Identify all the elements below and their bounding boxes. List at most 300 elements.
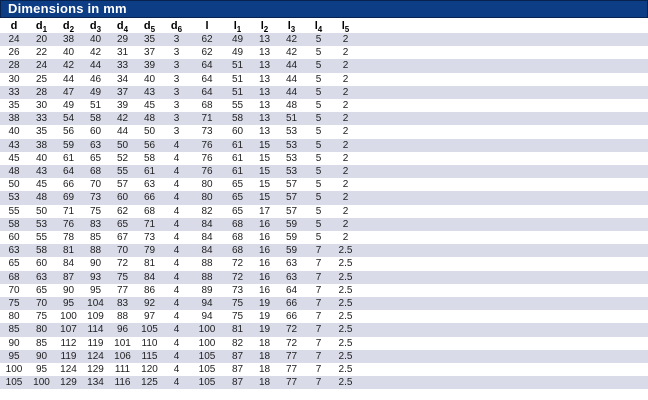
table-cell: 49: [231, 47, 244, 59]
table-cell: 84: [201, 245, 213, 257]
table-cell: 2: [342, 232, 349, 244]
table-row: [0, 323, 648, 336]
table-cell: 100: [198, 324, 216, 336]
table-cell: 29: [116, 34, 129, 45]
table-cell: 13: [258, 113, 271, 125]
table-cell: 48: [35, 192, 48, 204]
table-cell: 109: [87, 311, 104, 323]
row-filler: [359, 231, 648, 244]
table-cell: 68: [201, 100, 213, 112]
table-cell: 2: [342, 139, 349, 151]
table-cell: 5: [315, 139, 322, 151]
table-cell: 59: [62, 139, 75, 151]
table-cell: 110: [141, 337, 158, 349]
table-cell: 76: [201, 166, 213, 178]
table-cell: 28: [35, 86, 48, 98]
table-cell: 37: [116, 86, 129, 98]
table-cell: 65: [8, 258, 20, 270]
table-cell: 40: [89, 34, 102, 45]
table-cell: 2.5: [338, 311, 353, 323]
table-cell: 44: [116, 126, 129, 138]
table-cell: 2.5: [338, 350, 353, 362]
table-cell: 90: [89, 258, 102, 270]
table-cell: 16: [258, 245, 271, 257]
table-cell: 81: [143, 258, 156, 270]
table-cell: 95: [89, 284, 102, 296]
table-cell: 30: [8, 73, 20, 85]
table-cell: 65: [231, 205, 244, 217]
table-cell: 18: [258, 364, 271, 376]
table-cell: 73: [89, 192, 102, 204]
table-cell: 53: [8, 192, 20, 204]
dimensions-table: [0, 18, 648, 389]
row-filler: [359, 86, 648, 99]
table-cell: 2.5: [338, 377, 353, 389]
table-cell: 100: [198, 337, 216, 349]
table-cell: 49: [89, 86, 102, 98]
table-row: [0, 125, 648, 138]
column-header-d4: $d_4$: [109, 18, 136, 33]
table-cell: 44: [285, 86, 298, 98]
table-cell: 83: [89, 218, 102, 230]
table-cell: 50: [116, 139, 129, 151]
table-cell: 111: [114, 364, 131, 376]
table-cell: 25: [35, 73, 48, 85]
table-body: [0, 33, 648, 389]
column-header-d6: $d_6$: [163, 18, 190, 33]
table-cell: 68: [8, 271, 20, 283]
table-cell: 101: [114, 337, 131, 349]
table-cell: 2: [342, 60, 349, 72]
table-cell: 96: [116, 324, 129, 336]
row-filler: [359, 191, 648, 204]
table-cell: 2: [342, 192, 349, 204]
table-cell: 13: [258, 73, 271, 85]
table-cell: 68: [89, 166, 102, 178]
table-cell: 4: [173, 152, 180, 164]
row-filler: [359, 271, 648, 284]
table-cell: 75: [89, 205, 102, 217]
table-cell: 7: [315, 377, 322, 389]
table-cell: 70: [116, 245, 129, 257]
table-cell: 16: [258, 232, 271, 244]
table-cell: 5: [315, 113, 322, 125]
table-cell: 56: [143, 139, 156, 151]
table-cell: 73: [143, 232, 156, 244]
table-cell: 15: [258, 139, 271, 151]
table-row: [0, 152, 648, 165]
table-cell: 95: [62, 298, 75, 310]
table-cell: 53: [285, 126, 298, 138]
row-filler: [359, 257, 648, 270]
table-cell: 5: [315, 192, 322, 204]
table-cell: 104: [87, 298, 104, 310]
table-row: [0, 337, 648, 350]
table-cell: 51: [231, 60, 244, 72]
row-filler: [359, 376, 648, 389]
table-cell: 43: [8, 139, 20, 151]
table-row: [0, 363, 648, 376]
table-row: [0, 99, 648, 112]
table-cell: 45: [35, 179, 48, 191]
table-cell: 75: [35, 311, 48, 323]
table-cell: 95: [35, 364, 48, 376]
table-cell: 60: [89, 126, 102, 138]
table-cell: 119: [60, 350, 77, 362]
column-header-d1: $d_1$: [28, 18, 55, 33]
table-cell: 47: [62, 86, 75, 98]
header-filler: [359, 18, 648, 33]
table-cell: 15: [258, 179, 271, 191]
table-cell: 61: [143, 166, 156, 178]
table-row: [0, 73, 648, 86]
table-cell: 80: [201, 179, 213, 191]
table-cell: 105: [198, 364, 216, 376]
table-cell: 26: [8, 47, 20, 59]
table-cell: 66: [143, 192, 156, 204]
row-filler: [359, 205, 648, 218]
table-cell: 64: [201, 73, 213, 85]
table-cell: 7: [315, 324, 322, 336]
table-cell: 42: [62, 60, 75, 72]
table-cell: 95: [8, 350, 20, 362]
table-cell: 85: [35, 337, 48, 349]
table-cell: 13: [258, 34, 271, 45]
table-cell: 39: [143, 60, 156, 72]
table-row: [0, 139, 648, 152]
table-cell: 84: [62, 258, 75, 270]
table-cell: 51: [231, 73, 244, 85]
table-cell: 45: [8, 152, 20, 164]
table-cell: 3: [173, 126, 180, 138]
table-cell: 68: [231, 245, 244, 257]
table-row: [0, 350, 648, 363]
table-cell: 37: [143, 47, 156, 59]
table-cell: 77: [285, 377, 298, 389]
table-cell: 19: [258, 324, 271, 336]
table-cell: 34: [116, 73, 129, 85]
table-cell: 2: [342, 86, 349, 98]
table-row: [0, 376, 648, 389]
row-filler: [359, 244, 648, 257]
table-cell: 38: [8, 113, 20, 125]
table-cell: 38: [35, 139, 48, 151]
table-cell: 42: [285, 34, 298, 45]
table-cell: 2: [342, 126, 349, 138]
table-cell: 125: [141, 377, 158, 389]
table-cell: 13: [258, 86, 271, 98]
table-cell: 70: [89, 179, 102, 191]
table-cell: 64: [285, 284, 298, 296]
row-filler: [359, 33, 648, 46]
table-row: [0, 178, 648, 191]
table-cell: 13: [258, 60, 271, 72]
table-cell: 63: [8, 245, 20, 257]
table-cell: 2: [342, 205, 349, 217]
table-cell: 77: [116, 284, 129, 296]
table-cell: 17: [258, 205, 271, 217]
table-cell: 44: [89, 60, 102, 72]
table-cell: 61: [62, 152, 75, 164]
table-cell: 58: [89, 113, 102, 125]
table-cell: 58: [8, 218, 20, 230]
table-cell: 58: [143, 152, 156, 164]
table-cell: 65: [231, 192, 244, 204]
row-filler: [359, 178, 648, 191]
table-cell: 72: [231, 258, 244, 270]
table-cell: 53: [285, 139, 298, 151]
table-cell: 48: [8, 166, 20, 178]
table-cell: 70: [8, 284, 20, 296]
table-cell: 40: [35, 152, 48, 164]
table-cell: 60: [116, 192, 129, 204]
table-cell: 82: [231, 337, 244, 349]
table-cell: 5: [315, 126, 322, 138]
table-cell: 73: [201, 126, 213, 138]
column-header-l2: $l_2$: [251, 18, 278, 33]
table-cell: 15: [258, 192, 271, 204]
table-cell: 72: [285, 337, 298, 349]
table-row: [0, 165, 648, 178]
column-header-d5: $d_5$: [136, 18, 163, 33]
table-cell: 55: [116, 166, 129, 178]
table-cell: 2.5: [338, 271, 353, 283]
table-cell: 75: [231, 311, 244, 323]
table-cell: 48: [143, 113, 156, 125]
table-cell: 105: [141, 324, 158, 336]
table-cell: 73: [231, 284, 244, 296]
table-cell: 7: [315, 245, 322, 257]
table-title: Dimensions in mm: [0, 0, 648, 18]
table-cell: 44: [285, 60, 298, 72]
column-header-d: d: [0, 18, 28, 33]
table-cell: 63: [143, 179, 156, 191]
table-cell: 59: [285, 232, 298, 244]
table-cell: 92: [143, 298, 156, 310]
table-cell: 35: [35, 126, 48, 138]
table-row: [0, 271, 648, 284]
table-cell: 81: [62, 245, 75, 257]
table-cell: 44: [62, 73, 75, 85]
table-cell: 57: [116, 179, 129, 191]
table-cell: 85: [8, 324, 20, 336]
table-cell: 2: [342, 152, 349, 164]
row-filler: [359, 59, 648, 72]
table-cell: 2: [342, 113, 349, 125]
table-cell: 7: [315, 271, 322, 283]
row-filler: [359, 112, 648, 125]
table-cell: 4: [173, 139, 180, 151]
header-row: [0, 18, 648, 33]
table-cell: 2.5: [338, 324, 353, 336]
row-filler: [359, 310, 648, 323]
table-cell: 77: [285, 350, 298, 362]
table-row: [0, 310, 648, 323]
table-cell: 15: [258, 152, 271, 164]
table-cell: 2: [342, 34, 349, 45]
table-cell: 64: [201, 60, 213, 72]
table-cell: 129: [60, 377, 77, 389]
table-cell: 43: [143, 86, 156, 98]
row-filler: [359, 218, 648, 231]
table-cell: 2: [342, 166, 349, 178]
table-cell: 49: [62, 100, 75, 112]
table-cell: 59: [285, 245, 298, 257]
table-cell: 4: [173, 364, 180, 376]
table-cell: 65: [231, 179, 244, 191]
table-cell: 71: [143, 218, 156, 230]
table-cell: 4: [173, 232, 180, 244]
table-cell: 50: [35, 205, 48, 217]
table-cell: 105: [198, 350, 216, 362]
table-cell: 43: [35, 166, 48, 178]
table-cell: 55: [8, 205, 20, 217]
table-cell: 88: [116, 311, 129, 323]
table-cell: 71: [62, 205, 75, 217]
row-filler: [359, 99, 648, 112]
table-cell: 60: [35, 258, 48, 270]
table-cell: 22: [35, 47, 48, 59]
table-cell: 4: [173, 337, 180, 349]
table-cell: 3: [173, 34, 180, 45]
row-filler: [359, 323, 648, 336]
table-cell: 93: [89, 271, 102, 283]
table-cell: 2: [342, 218, 349, 230]
table-cell: 75: [116, 271, 129, 283]
table-cell: 52: [116, 152, 129, 164]
row-filler: [359, 46, 648, 59]
table-cell: 114: [87, 324, 104, 336]
table-cell: 65: [116, 218, 129, 230]
table-cell: 100: [5, 364, 23, 376]
table-cell: 4: [173, 298, 180, 310]
table-cell: 87: [62, 271, 75, 283]
table-cell: 94: [201, 311, 213, 323]
table-cell: 65: [35, 284, 48, 296]
table-cell: 58: [231, 113, 244, 125]
table-cell: 4: [173, 271, 180, 283]
table-row: [0, 297, 648, 310]
table-cell: 5: [315, 152, 322, 164]
table-cell: 7: [315, 311, 322, 323]
table-cell: 54: [62, 113, 75, 125]
table-cell: 71: [201, 113, 213, 125]
table-cell: 51: [89, 100, 102, 112]
table-cell: 18: [258, 337, 271, 349]
table-cell: 4: [173, 166, 180, 178]
table-cell: 55: [231, 100, 244, 112]
table-cell: 5: [315, 232, 322, 244]
table-cell: 16: [258, 218, 271, 230]
table-cell: 90: [8, 337, 20, 349]
table-cell: 3: [173, 113, 180, 125]
table-cell: 63: [285, 258, 298, 270]
row-filler: [359, 363, 648, 376]
table-cell: 3: [173, 86, 180, 98]
table-cell: 68: [231, 232, 244, 244]
table-cell: 5: [315, 179, 322, 191]
table-cell: 7: [315, 364, 322, 376]
table-cell: 64: [201, 86, 213, 98]
column-header-l3: $l_3$: [278, 18, 305, 33]
table-cell: 7: [315, 284, 322, 296]
table-cell: 50: [8, 179, 20, 191]
table-header: [0, 18, 648, 33]
table-row: [0, 244, 648, 257]
table-cell: 2.5: [338, 298, 353, 310]
table-cell: 62: [201, 47, 213, 59]
table-cell: 61: [231, 139, 244, 151]
table-row: [0, 59, 648, 72]
table-row: [0, 218, 648, 231]
table-cell: 83: [116, 298, 129, 310]
table-cell: 13: [258, 100, 271, 112]
table-cell: 28: [8, 60, 20, 72]
table-cell: 88: [201, 258, 213, 270]
table-cell: 4: [173, 350, 180, 362]
table-cell: 81: [231, 324, 244, 336]
row-filler: [359, 152, 648, 165]
table-cell: 107: [60, 324, 77, 336]
table-cell: 66: [62, 179, 75, 191]
table-row: [0, 86, 648, 99]
table-cell: 3: [173, 100, 180, 112]
table-cell: 61: [231, 166, 244, 178]
table-cell: 82: [201, 205, 213, 217]
table-cell: 88: [89, 245, 102, 257]
table-cell: 84: [143, 271, 156, 283]
table-cell: 4: [173, 179, 180, 191]
table-cell: 2.5: [338, 337, 353, 349]
table-cell: 67: [116, 232, 129, 244]
table-cell: 5: [315, 86, 322, 98]
table-cell: 19: [258, 311, 271, 323]
table-cell: 40: [143, 73, 156, 85]
table-cell: 120: [141, 364, 158, 376]
table-cell: 62: [201, 34, 213, 45]
table-cell: 90: [35, 350, 48, 362]
table-cell: 51: [231, 86, 244, 98]
table-cell: 2.5: [338, 245, 353, 257]
table-cell: 3: [173, 60, 180, 72]
table-cell: 58: [35, 245, 48, 257]
table-cell: 55: [35, 232, 48, 244]
table-cell: 3: [173, 73, 180, 85]
column-header-l: l: [190, 18, 224, 33]
table-cell: 4: [173, 245, 180, 257]
table-cell: 53: [285, 166, 298, 178]
table-cell: 38: [62, 34, 75, 45]
table-cell: 86: [143, 284, 156, 296]
table-cell: 59: [285, 218, 298, 230]
table-cell: 2: [342, 100, 349, 112]
table-cell: 5: [315, 218, 322, 230]
table-cell: 51: [285, 113, 298, 125]
column-header-l4: $l_4$: [305, 18, 332, 33]
table-cell: 13: [258, 126, 271, 138]
table-cell: 90: [62, 284, 75, 296]
table-cell: 70: [35, 298, 48, 310]
table-cell: 105: [198, 377, 216, 389]
column-header-d2: $d_2$: [55, 18, 82, 33]
table-cell: 66: [285, 311, 298, 323]
table-cell: 57: [285, 205, 298, 217]
table-cell: 112: [60, 337, 77, 349]
table-cell: 16: [258, 258, 271, 270]
table-cell: 80: [8, 311, 20, 323]
table-cell: 106: [114, 350, 131, 362]
table-cell: 2.5: [338, 364, 353, 376]
